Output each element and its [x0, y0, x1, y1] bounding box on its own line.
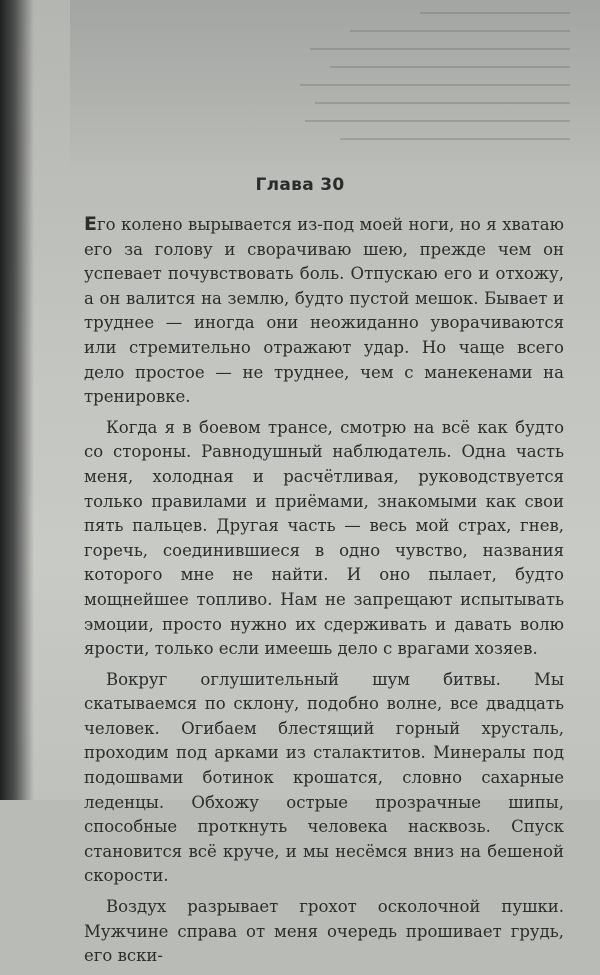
- paragraph: Когда я в боевом трансе, смотрю на всё как будто со стороны. Равнодушный наблюдатель. Одна часть меня, холодная и расчётливая, руководствуется только правилами и приёмами, знакомыми как свои пять пальцев. Другая часть — весь мой страх, гнев, горечь, соединившиеся в одно чувство, названия которого мне не найти. И оно пылает, будто мощнейшее топливо. Нам не запрещают испытывать эмоции, просто нужно их сдерживать и давать волю ярости, только если имеешь дело с врагами хозяев.: [84, 417, 564, 659]
- show-through-area: [70, 0, 600, 165]
- drop-cap: Е: [84, 213, 97, 235]
- body-text: [84, 212, 564, 975]
- paragraph: Вокруг оглушительный шум битвы. Мы скатываемся по склону, подобно волне, все двадцать человек. Огибаем блестящий горный хрусталь, проходим под арками из сталактитов. Минералы под подошвами ботинок крошатся, словно сахарные леденцы. Обхожу острые прозрачные шипы, способные проткнуть человека насквозь. Спуск становится всё круче, и мы несёмся вниз на бешеной скорости.: [84, 669, 564, 886]
- paragraph: Воздух разрывает грохот осколочной пушки. Мужчине справа от меня очередь прошивает грудь, его вски-: [84, 897, 564, 966]
- paragraph-text: го колено вырывается из-под моей ноги, но я хватаю его за голову и сворачиваю шею, прежде чем он успевает почувствовать боль. Отпускаю его и отхожу, а он валится на землю, будто пустой мешок. Бывает и труднее — иногда они неожиданно уворачиваются или стремительно отражают удар. Но чаще всего дело простое — не труднее, чем с манекенами на тренировке.: [84, 215, 564, 407]
- book-spine-shadow: [0, 0, 34, 800]
- chapter-title: Глава 30: [255, 175, 345, 195]
- paragraph: [84, 212, 564, 410]
